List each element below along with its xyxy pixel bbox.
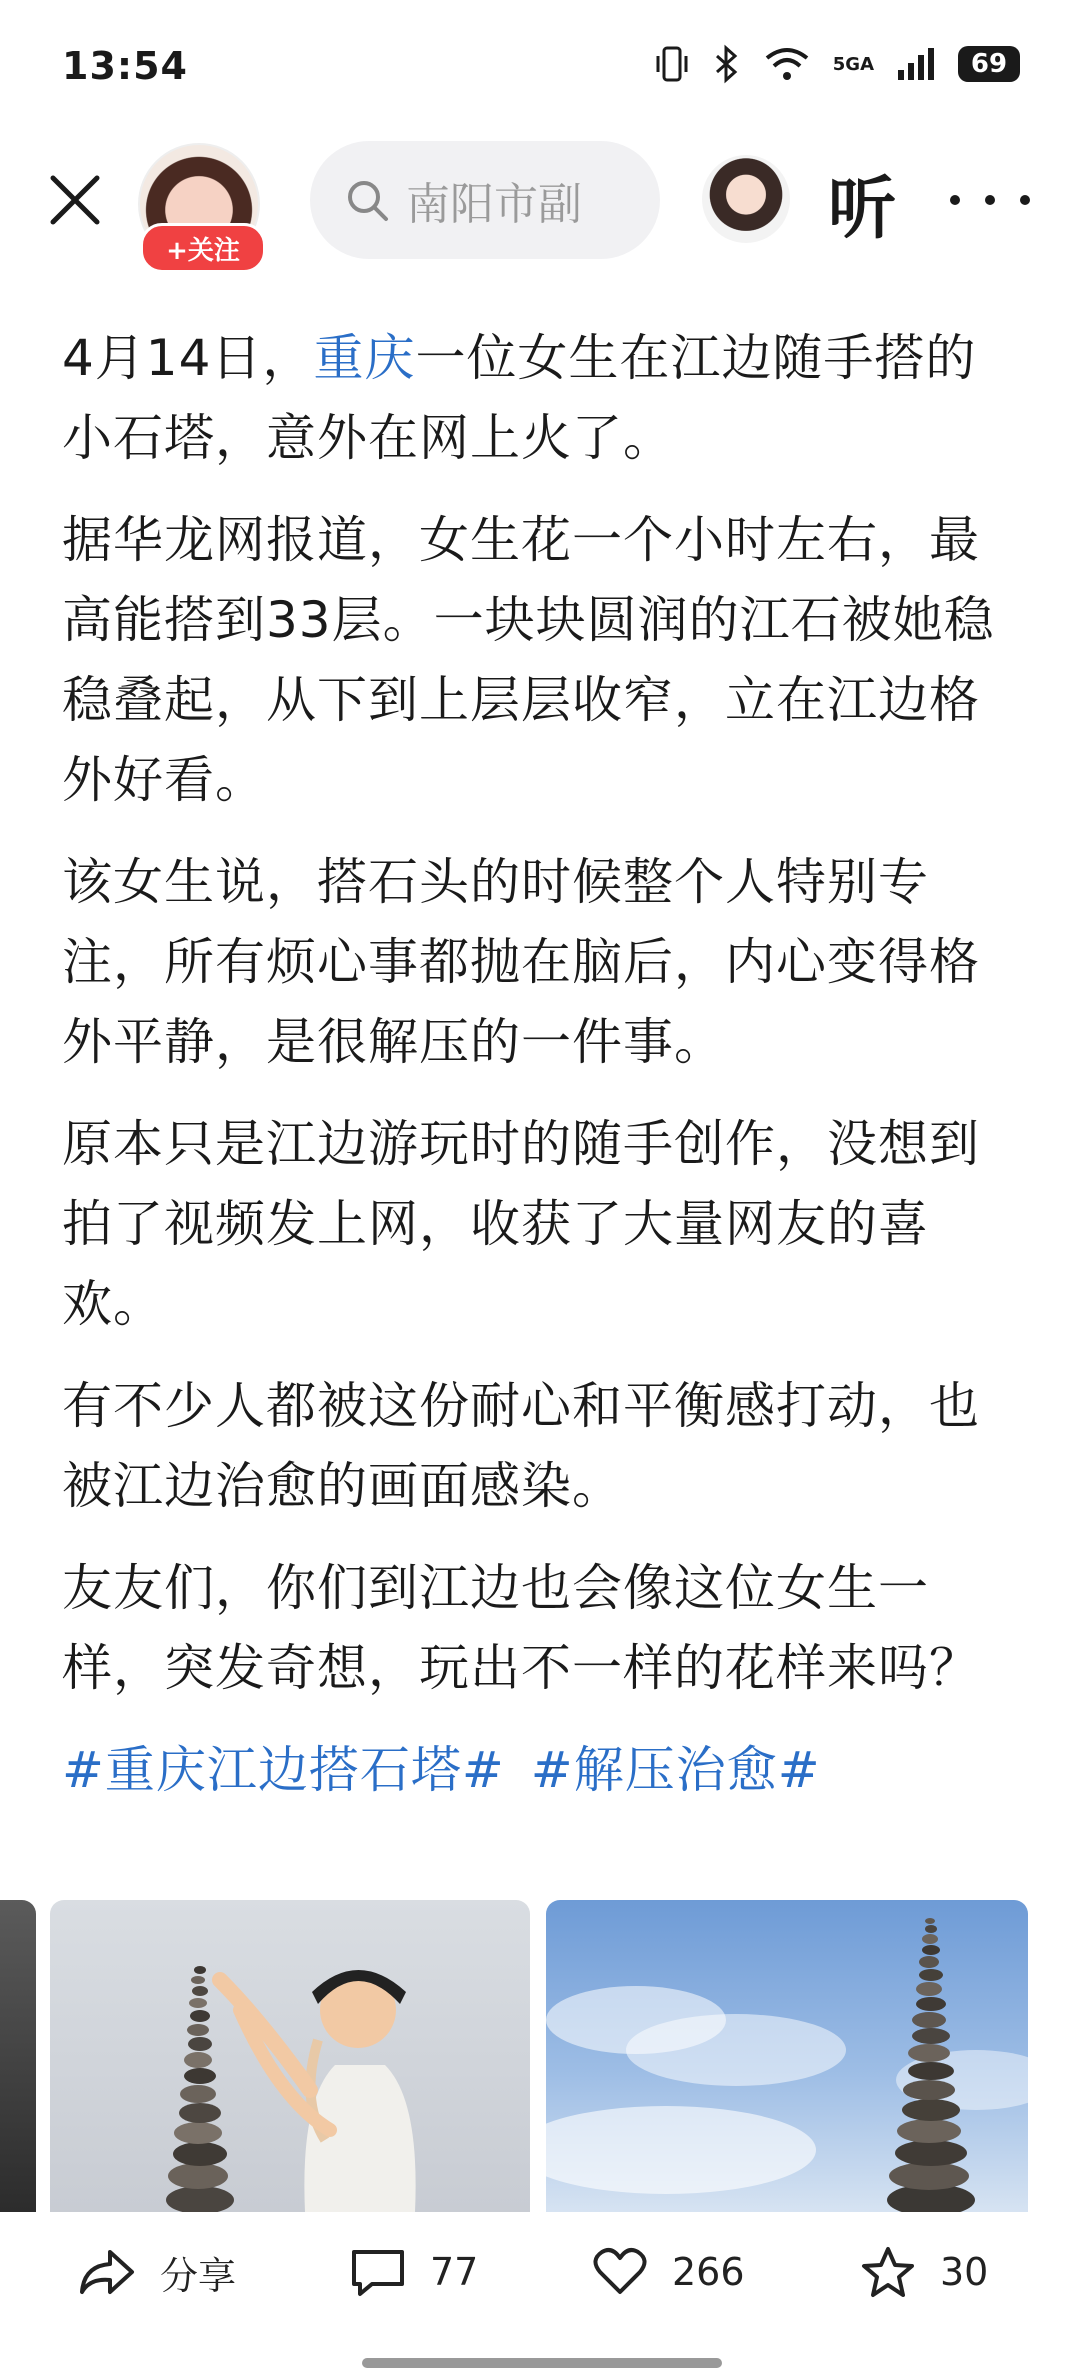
network-type: 5GA [832, 53, 874, 75]
home-indicator[interactable] [362, 2358, 722, 2368]
image-carousel[interactable] [0, 1900, 1080, 2212]
status-icons [655, 44, 1020, 84]
share-icon [78, 2246, 136, 2298]
star-icon [860, 2245, 916, 2299]
hashtag-row [62, 1730, 1022, 1810]
paragraph-2: 据华龙网报道，女生花一个小时左右，最高能搭到33层。一块块圆润的江石被她稳稳叠起，从下到上层层收窄，立在江边格外好看。 [62, 511, 995, 809]
wifi-icon [763, 46, 811, 82]
top-navigation [0, 135, 1080, 265]
status-time: 13:54 [62, 44, 188, 88]
signal-icon [896, 46, 936, 82]
location-link[interactable]: 重庆 [313, 329, 416, 387]
follow-button[interactable]: +关注 [140, 223, 266, 273]
paragraph-6: 友友们，你们到江边也会像这位女生一样，突发奇想，玩出不一样的花样来吗？ [62, 1559, 980, 1697]
voice-reader-avatar[interactable] [702, 155, 790, 243]
author-avatar-container[interactable] [138, 143, 260, 265]
search-icon [344, 177, 390, 223]
paragraph-5: 有不少人都被这份耐心和平衡感打动，也被江边治愈的画面感染。 [62, 1377, 980, 1515]
hashtag-link[interactable]: #重庆江边搭石塔# [62, 1741, 505, 1799]
paragraph-1-date: 4月14日， [62, 329, 314, 387]
paragraph-1 [62, 318, 1022, 478]
more-icon-dot [985, 195, 995, 205]
search-placeholder: 南阳市副 [406, 179, 582, 230]
more-icon-dot [1020, 195, 1030, 205]
favorite-count: 30 [940, 2250, 989, 2294]
status-bar [0, 0, 1080, 130]
article-body [62, 318, 1022, 1810]
listen-button[interactable]: 听 [828, 170, 897, 249]
comment-button[interactable] [350, 2246, 478, 2298]
close-icon [47, 172, 103, 228]
share-label: 分享 [160, 2253, 237, 2298]
favorite-button[interactable] [860, 2245, 988, 2299]
bluetooth-icon [711, 44, 741, 84]
like-count: 266 [672, 2250, 745, 2294]
paragraph-1-text: 一位女生在江边随手搭的小石塔，意外在网上火了。 [62, 329, 977, 467]
more-icon [950, 195, 960, 205]
close-button[interactable] [40, 165, 110, 235]
paragraph-4: 原本只是江边游玩时的随手创作，没想到拍了视频发上网，收获了大量网友的喜欢。 [62, 1115, 980, 1333]
search-box[interactable] [310, 141, 660, 259]
bottom-action-bar [0, 2212, 1080, 2332]
hashtag-link[interactable]: #解压治愈# [530, 1741, 821, 1799]
stone-tower-image [546, 1900, 1028, 2212]
more-button[interactable] [950, 165, 1030, 235]
comment-count: 77 [430, 2250, 479, 2294]
paragraph-3: 该女生说，搭石头的时候整个人特别专注，所有烦心事都抛在脑后，内心变得格外平静，是很解压的一件事。 [62, 853, 980, 1071]
battery-icon: 69 [958, 46, 1020, 82]
carousel-image-stone-tower[interactable] [546, 1900, 1028, 2212]
heart-icon [592, 2246, 648, 2298]
vibrate-icon [655, 44, 689, 84]
like-button[interactable] [592, 2246, 745, 2298]
share-button[interactable] [78, 2245, 236, 2300]
carousel-image-prev[interactable] [0, 1900, 36, 2212]
carousel-image-woman-stacking-stones[interactable] [50, 1900, 530, 2212]
comment-icon [350, 2246, 406, 2298]
woman-stacking-stones-image [50, 1900, 530, 2212]
